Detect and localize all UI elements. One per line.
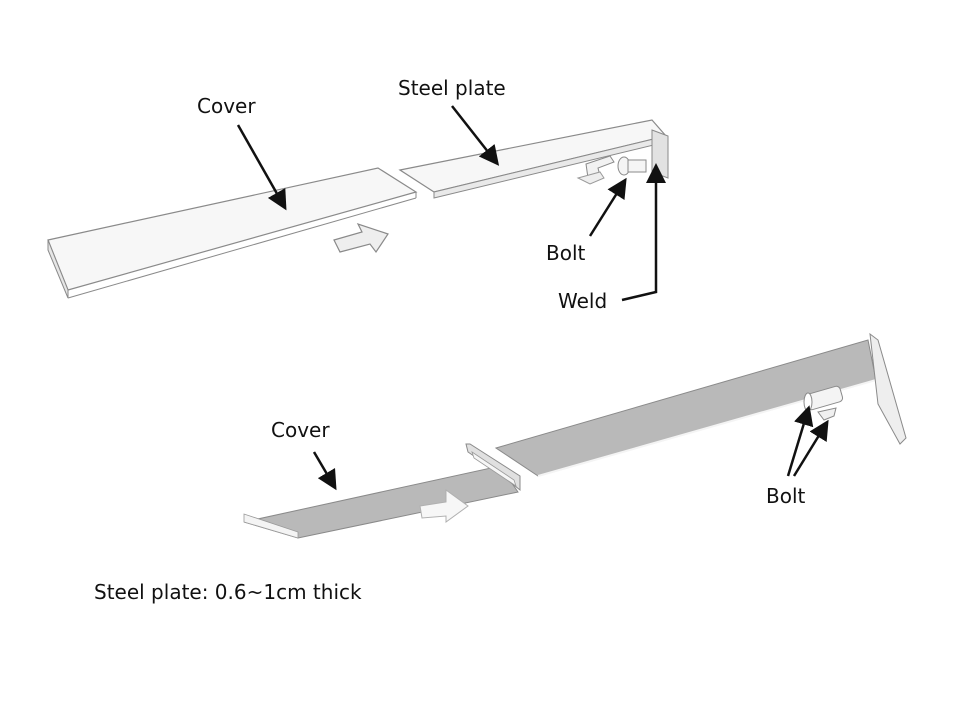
top-weld-pointer bbox=[622, 168, 656, 300]
top-steel-plate-label: Steel plate bbox=[398, 76, 506, 100]
bottom-cover-pointer bbox=[314, 452, 334, 486]
bottom-cover-label: Cover bbox=[271, 418, 330, 442]
bottom-bolt-pointer-1 bbox=[788, 410, 808, 476]
top-cover-label: Cover bbox=[197, 94, 256, 118]
bottom-bolt-pointer-2 bbox=[794, 424, 826, 476]
bottom-cover bbox=[244, 444, 520, 538]
bottom-bolt-label: Bolt bbox=[766, 484, 806, 508]
top-steel-plate-pointer bbox=[452, 106, 496, 162]
top-weld-label: Weld bbox=[558, 289, 608, 313]
top-direction-arrow bbox=[334, 224, 388, 252]
top-bolt-label: Bolt bbox=[546, 241, 586, 265]
top-bolt-pointer bbox=[590, 182, 624, 236]
thickness-note: Steel plate: 0.6~1cm thick bbox=[94, 580, 362, 604]
bottom-steel-plate bbox=[496, 334, 906, 476]
